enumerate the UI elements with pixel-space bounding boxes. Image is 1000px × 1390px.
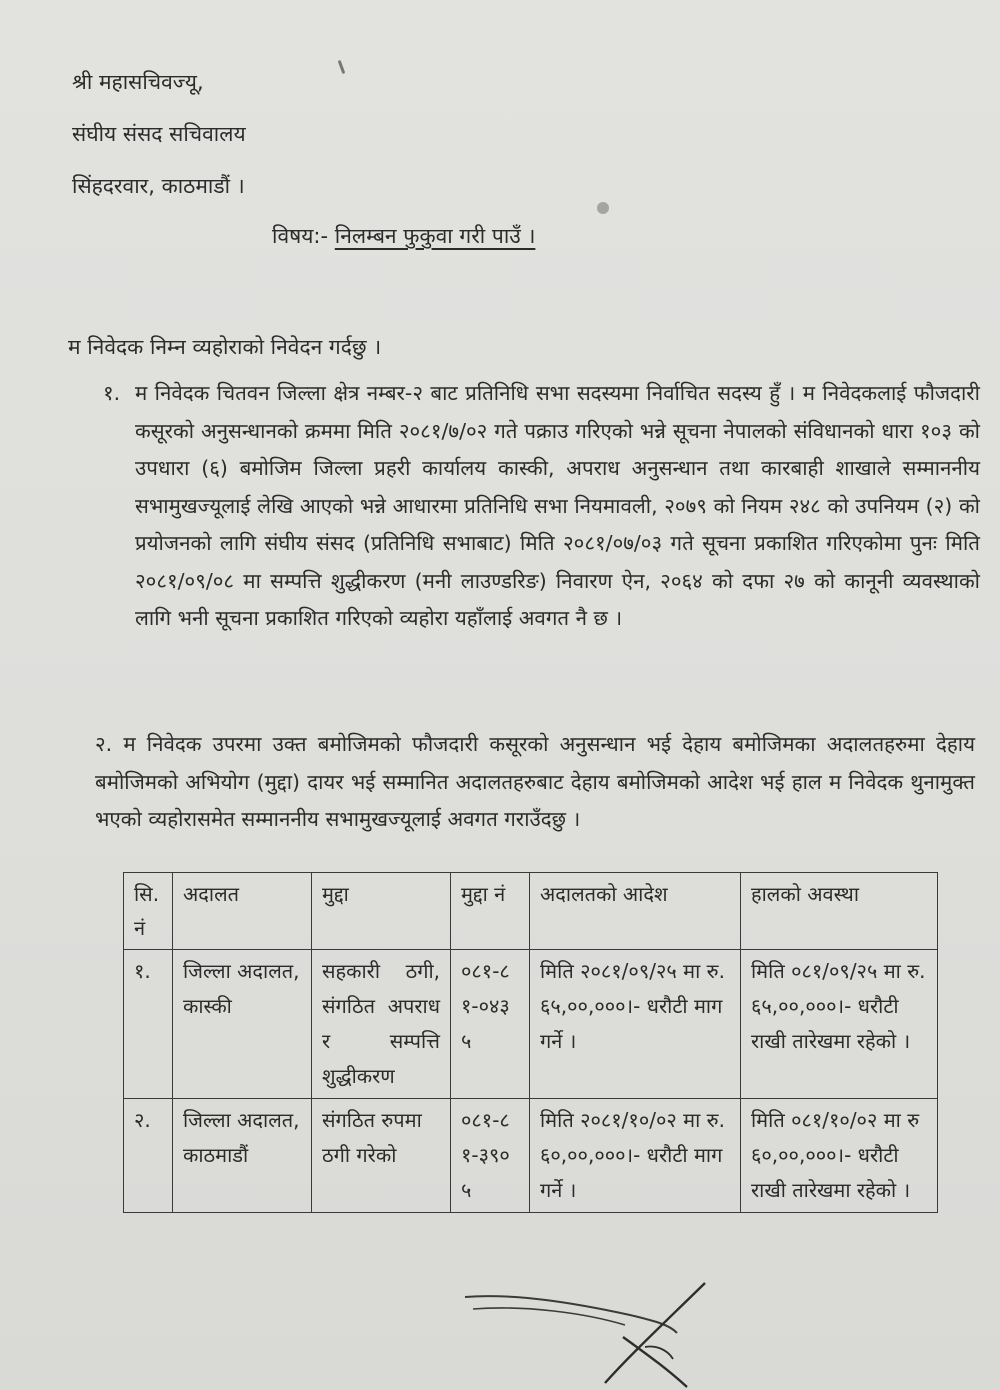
address-line-3: सिंहदरवार, काठमाडौं । [72,174,245,198]
paragraph-1 [103,375,980,638]
address-line-1: श्री महासचिवज्यू, [72,70,204,94]
paragraph-2-text: म निवेदक उपरमा उक्त बमोजिमको फौजदारी कसूरको अनुसन्धान भई देहाय बमोजिमका अदालतहरुमा देहाय बमोजिमको अभियोग (मुद्दा) दायर भई सम्मानित अदालतहरुबाट देहाय बमोजिमको आदेश भई हाल म निवेदक थुनामुक्त भएको व्यहोरासमेत सम्माननीय सभामुखज्यूलाई अवगत गराउँदछु । [95,732,975,831]
intro-text: म निवेदक निम्न व्यहोराको निवेदन गर्दछु । [68,335,382,359]
case-table [123,872,938,1213]
header-current-status: हालको अवस्था [741,873,938,950]
paper-spot [597,202,609,214]
header-court-order: अदालतको आदेश [530,873,741,950]
cell-case-number: ०८१-८१-३९०५ [451,1099,530,1213]
header-case: मुद्दा [312,873,451,950]
cell-serial: १. [124,950,173,1099]
paper-mark [338,60,346,74]
table-row [124,1099,938,1213]
table-header-row [124,873,938,950]
subject-line [272,222,535,250]
signature-icon [455,1275,725,1390]
paragraph-2 [95,726,975,839]
cell-case-number: ०८१-८१-०४३५ [451,950,530,1099]
cell-court: जिल्ला अदालत, काठमाडौं [173,1099,312,1213]
cell-current-status: मिति ०८१/१०/०२ मा रु ६०,००,०००।- धरौटी राखी तारेखमा रहेको । [741,1099,938,1213]
header-serial: सि. नं [124,873,173,950]
cell-court-order: मिति २०८१/०९/२५ मा रु. ६५,००,०००।- धरौटी माग गर्ने । [530,950,741,1099]
cell-serial: २. [124,1099,173,1213]
cell-court: जिल्ला अदालत, कास्की [173,950,312,1099]
cell-current-status: मिति ०८१/०९/२५ मा रु. ६५,००,०००।- धरौटी राखी तारेखमा रहेको । [741,950,938,1099]
subject-label: विषय:- [272,224,329,248]
subject-text: निलम्बन फुकुवा गरी पाउँ । [334,224,536,248]
paragraph-2-number: २. [95,732,113,756]
paragraph-1-text: म निवेदक चितवन जिल्ला क्षेत्र नम्बर-२ बाट प्रतिनिधि सभा सदस्यमा निर्वाचित सदस्य हुँ । म निवेदकलाई फौजदारी कसूरको अनुसन्धानको क्रममा मिति २०८१/७/०२ गते पक्राउ गरिएको भन्ने सूचना नेपालको संविधानको धारा १०३ को उपधारा (६) बमोजिम जिल्ला प्रहरी कार्यालय कास्की, अपराध अनुसन्धान तथा कारबाही शाखाले सम्माननीय सभामुखज्यूलाई लेखि आएको भन्ने आधारमा प्रतिनिधि सभा नियमावली, २०७९ को नियम २४८ को उपनियम (२) को प्रयोजनको लागि संघीय संसद (प्रतिनिधि सभाबाट) मिति २०८१/०७/०३ गते सूचना प्रकाशित गरिएकोमा पुनः मिति २०८१/०९/०८ मा सम्पत्ति शुद्धीकरण (मनी लाउण्डरिङ) निवारण ऐन, २०६४ को दफा २७ को कानूनी व्यवस्थाको लागि भनी सूचना प्रकाशित गरिएको व्यहोरा यहाँलाई अवगत नै छ । [135,381,980,630]
header-court: अदालत [173,873,312,950]
cell-case: संगठित रुपमा ठगी गरेको [312,1099,451,1213]
table-row [124,950,938,1099]
cell-court-order: मिति २०८१/१०/०२ मा रु. ६०,००,०००।- धरौटी माग गर्ने । [530,1099,741,1213]
paragraph-1-number: १. [103,381,121,405]
cell-case: सहकारी ठगी, संगठित अपराध र सम्पत्ति शुद्धीकरण [312,950,451,1099]
address-line-2: संघीय संसद सचिवालय [72,122,246,146]
header-case-number: मुद्दा नं [451,873,530,950]
